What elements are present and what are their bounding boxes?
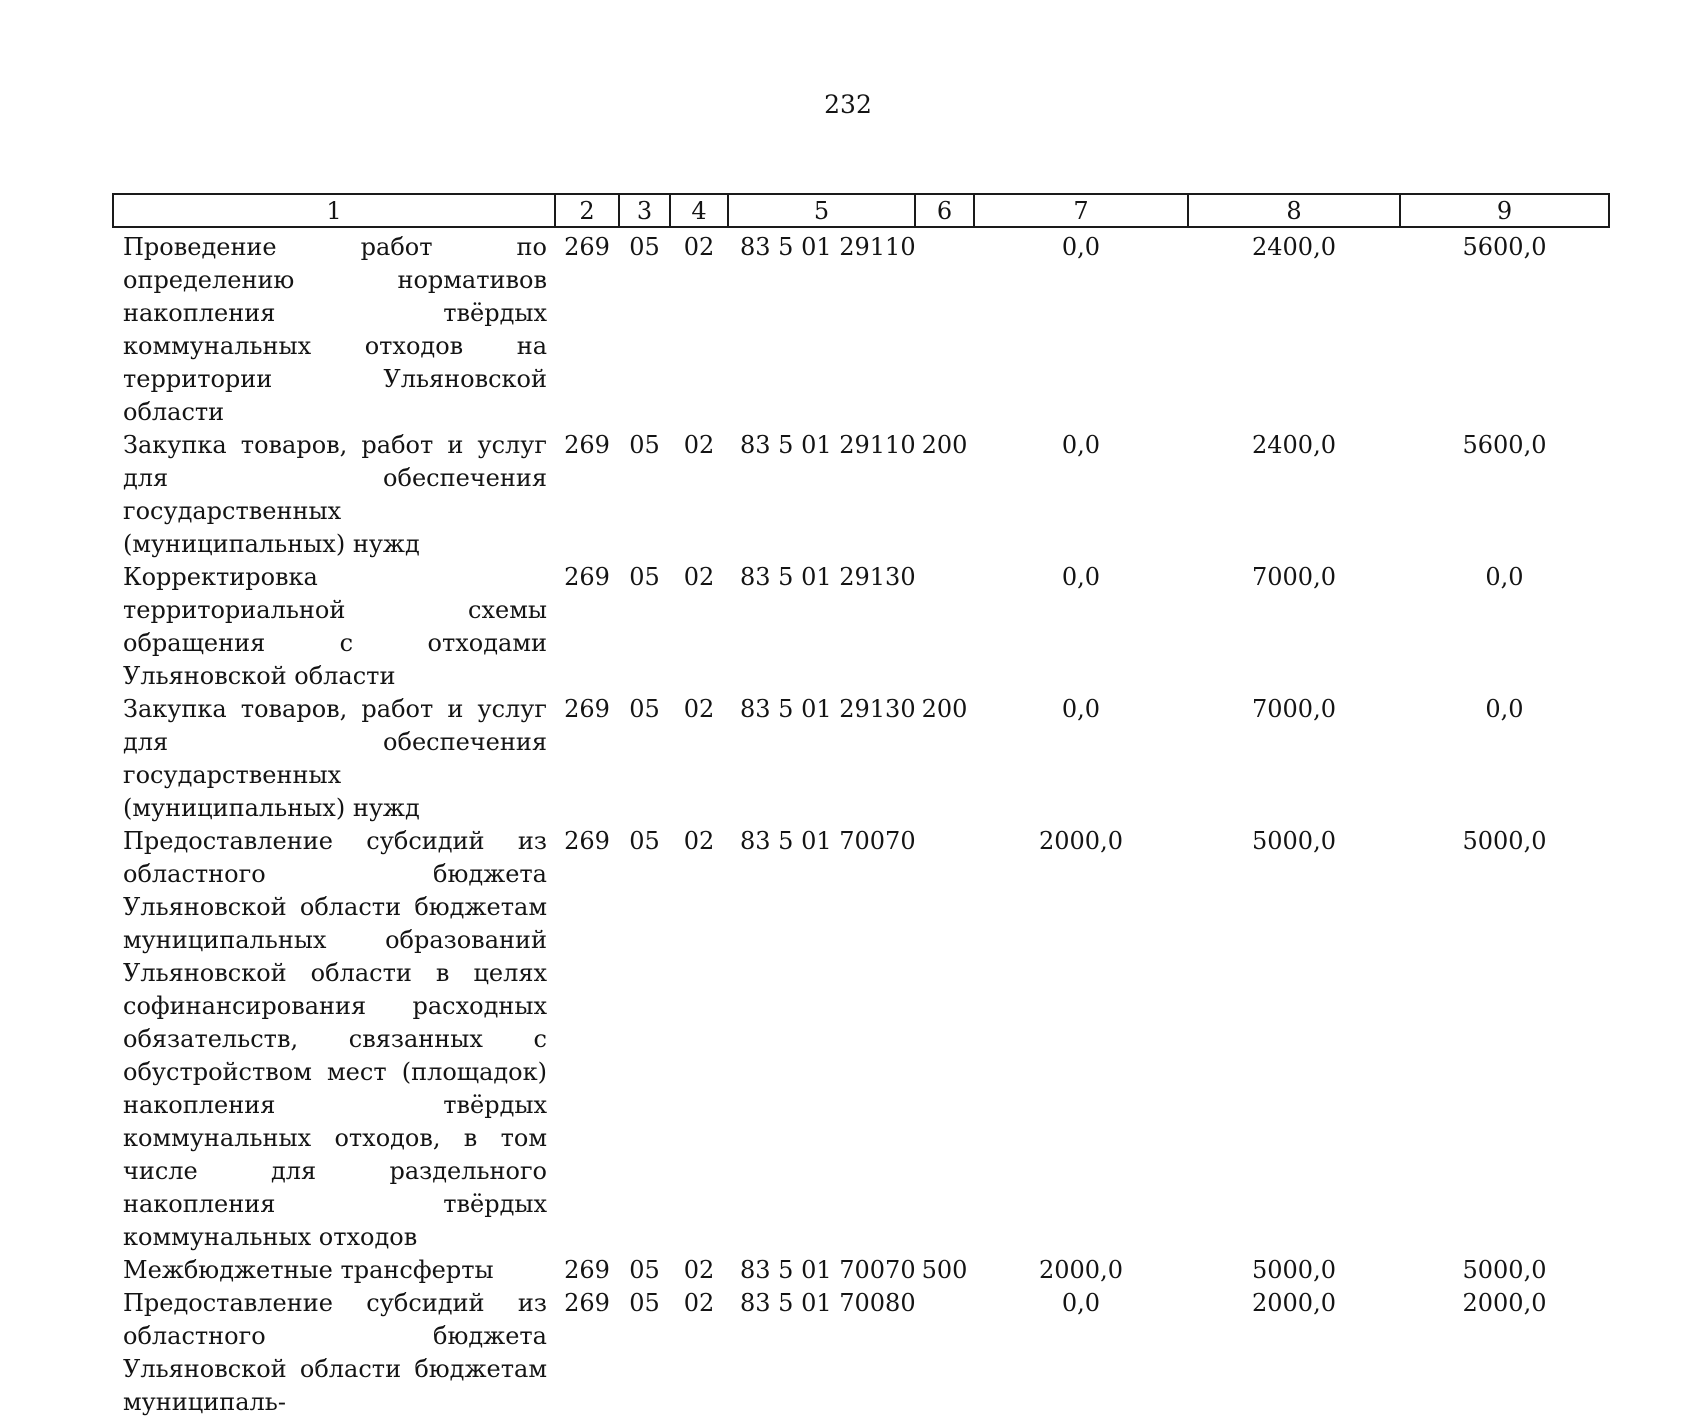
cell-amount-9: 0,0	[1485, 563, 1524, 591]
cell-section: 05	[629, 563, 660, 591]
cell-amount-9: 5000,0	[1462, 827, 1547, 855]
row-description: Корректировка территориальной схемы обращения с отходами Ульяновской области	[123, 563, 547, 690]
cell-amount-7: 0,0	[1061, 233, 1101, 261]
row-description: Предоставление субсидий из областного бюджета Ульяновской области бюджетам муниципальных образований Ульяновской области в целях софинансирования расходных обязательств, связанных с обустройством мест (площадок) накопления твёрдых коммунальных отходов, в том числе для раздельного накопления твёрдых коммунальных отходов	[123, 827, 547, 1251]
cell-target-article: 83 5 01 70080	[740, 1289, 916, 1317]
page-number: 232	[824, 90, 872, 119]
cell-section: 05	[629, 1256, 660, 1284]
cell-amount-7: 0,0	[1061, 695, 1101, 723]
budget-table	[112, 193, 1610, 1419]
cell-admin-code: 269	[564, 1256, 610, 1284]
table-row	[113, 825, 1609, 1254]
cell-subsection: 02	[683, 233, 715, 261]
header-cell: 6	[915, 194, 974, 227]
row-description: Межбюджетные трансферты	[123, 1256, 494, 1284]
cell-target-article: 83 5 01 29130	[740, 695, 916, 723]
cell-subsection: 02	[683, 1289, 715, 1317]
cell-amount-8: 7000,0	[1252, 563, 1336, 591]
header-cell: 5	[728, 194, 915, 227]
row-description: Закупка товаров, работ и услуг для обеспечения государственных (муниципальных) нужд	[123, 431, 547, 558]
row-description: Предоставление субсидий из областного бюджета Ульяновской области бюджетам муниципаль-	[123, 1289, 547, 1416]
table-row	[113, 227, 1609, 429]
cell-subsection: 02	[683, 827, 715, 855]
table-row	[113, 429, 1609, 561]
header-cell: 3	[619, 194, 670, 227]
cell-amount-8: 2000,0	[1252, 1289, 1336, 1317]
cell-amount-8: 5000,0	[1252, 1256, 1336, 1284]
row-description: Закупка товаров, работ и услуг для обеспечения государственных (муниципальных) нужд	[123, 695, 547, 822]
cell-section: 05	[629, 1289, 660, 1317]
cell-subsection: 02	[683, 563, 715, 591]
cell-amount-9: 0,0	[1485, 695, 1524, 723]
cell-amount-7: 2000,0	[1039, 827, 1123, 855]
cell-amount-8: 7000,0	[1252, 695, 1336, 723]
cell-section: 05	[629, 827, 660, 855]
cell-expense-type: 500	[921, 1256, 968, 1284]
cell-subsection: 02	[683, 695, 715, 723]
cell-admin-code: 269	[564, 563, 610, 591]
cell-section: 05	[629, 431, 660, 459]
cell-subsection: 02	[683, 1256, 715, 1284]
cell-target-article: 83 5 01 29110	[740, 233, 916, 261]
cell-amount-9: 5600,0	[1462, 233, 1547, 261]
cell-expense-type: 200	[921, 695, 968, 723]
cell-section: 05	[629, 695, 660, 723]
cell-admin-code: 269	[564, 431, 610, 459]
row-description: Проведение работ по определению нормативов накопления твёрдых коммунальных отходов на территории Ульяновской области	[123, 233, 547, 426]
cell-target-article: 83 5 01 70070	[740, 827, 916, 855]
cell-section: 05	[629, 233, 660, 261]
cell-amount-9: 5600,0	[1462, 431, 1547, 459]
table-row	[113, 1287, 1609, 1419]
cell-amount-8: 2400,0	[1252, 233, 1336, 261]
table-row	[113, 693, 1609, 825]
cell-expense-type	[915, 227, 974, 429]
cell-amount-7: 0,0	[1061, 563, 1101, 591]
cell-admin-code: 269	[564, 1289, 610, 1317]
cell-target-article: 83 5 01 29110	[740, 431, 916, 459]
cell-target-article: 83 5 01 29130	[740, 563, 916, 591]
cell-amount-7: 0,0	[1061, 1289, 1101, 1317]
cell-amount-8: 5000,0	[1252, 827, 1336, 855]
cell-amount-9: 2000,0	[1462, 1289, 1547, 1317]
cell-expense-type	[915, 1287, 974, 1419]
cell-expense-type: 200	[921, 431, 968, 459]
cell-amount-7: 2000,0	[1039, 1256, 1123, 1284]
cell-subsection: 02	[683, 431, 715, 459]
header-cell: 9	[1400, 194, 1609, 227]
cell-target-article: 83 5 01 70070	[740, 1256, 916, 1284]
cell-expense-type	[915, 561, 974, 693]
cell-amount-7: 0,0	[1061, 431, 1101, 459]
header-cell: 8	[1188, 194, 1400, 227]
table-row	[113, 561, 1609, 693]
cell-amount-8: 2400,0	[1252, 431, 1336, 459]
header-cell: 1	[113, 194, 555, 227]
cell-admin-code: 269	[564, 827, 610, 855]
header-cell: 4	[670, 194, 728, 227]
cell-expense-type	[915, 825, 974, 1254]
cell-amount-9: 5000,0	[1462, 1256, 1547, 1284]
cell-admin-code: 269	[564, 233, 610, 261]
header-cell: 7	[974, 194, 1188, 227]
table-row	[113, 1254, 1609, 1287]
cell-admin-code: 269	[564, 695, 610, 723]
header-row	[113, 194, 1609, 227]
header-cell: 2	[555, 194, 619, 227]
